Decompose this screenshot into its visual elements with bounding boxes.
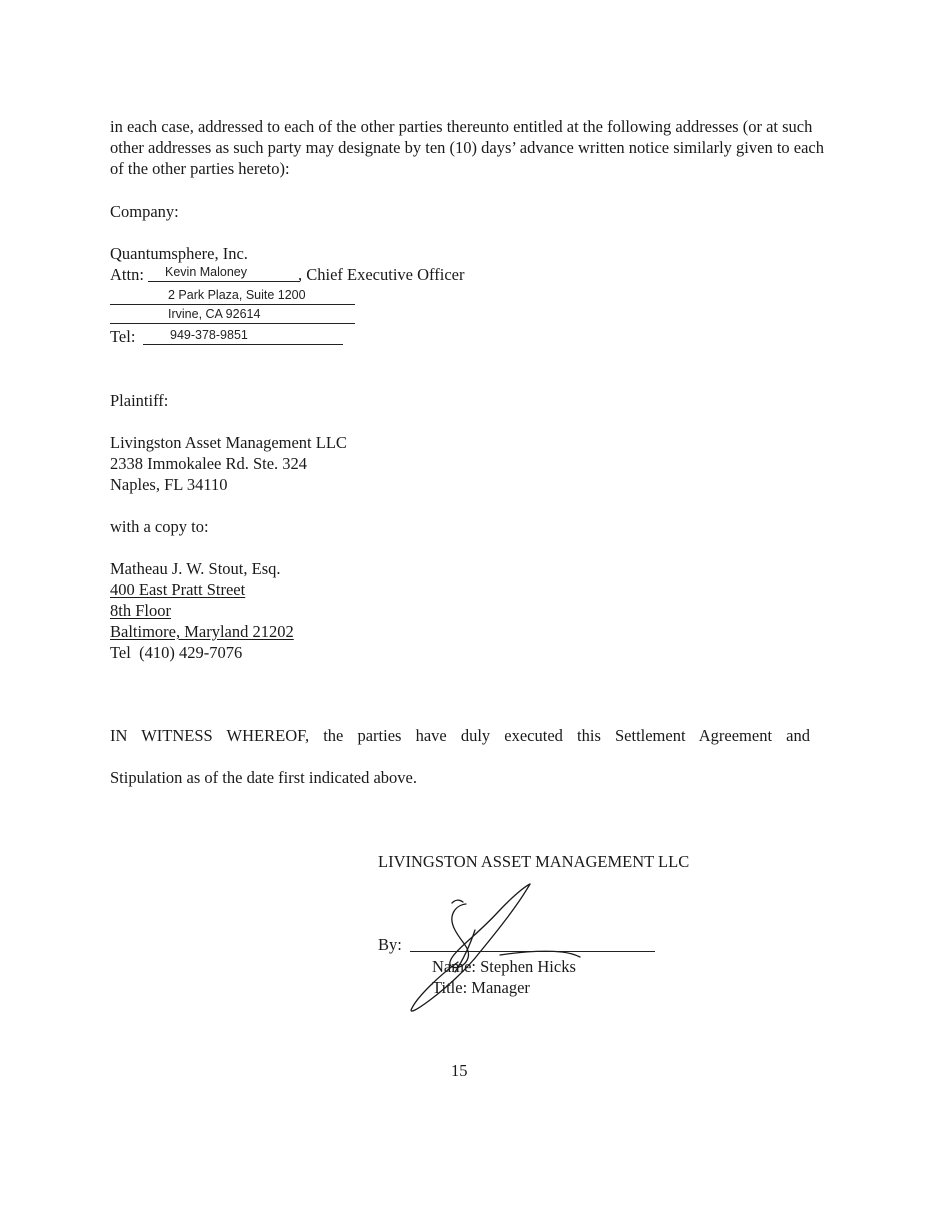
company-name: Quantumsphere, Inc. <box>110 244 248 263</box>
company-tel-value: 949-378-9851 <box>170 328 248 342</box>
signature-entity: LIVINGSTON ASSET MANAGEMENT LLC <box>378 852 690 871</box>
plaintiff-name: Livingston Asset Management LLC <box>110 433 347 452</box>
copy-address-line1: 400 East Pratt Street <box>110 580 246 599</box>
page-number: 15 <box>451 1061 468 1080</box>
by-label: By: <box>378 935 402 954</box>
attn-label: Attn: <box>110 265 144 284</box>
copy-address-line3: Baltimore, Maryland 21202 <box>110 622 294 641</box>
signer-title: Title: Manager <box>432 978 530 997</box>
witness-line1: IN WITNESS WHEREOF, the parties have duly executed this Settlement Agreement and <box>110 726 810 745</box>
plaintiff-address-line1: 2338 Immokalee Rd. Ste. 324 <box>110 454 308 473</box>
signer-name: Name: Stephen Hicks <box>432 957 576 976</box>
notice-paragraph: in each case, addressed to each of the other parties thereunto entitled at the following addresses (or at such other addresses as such party may designate by ten (10) days’ advance written notice similarly given to each of the other parties hereto): <box>110 117 824 178</box>
copy-address-line2: 8th Floor <box>110 601 171 620</box>
company-address-line2: Irvine, CA 92614 <box>168 307 261 321</box>
plaintiff-address-line2: Naples, FL 34110 <box>110 475 228 494</box>
company-address-line1: 2 Park Plaza, Suite 1200 <box>168 288 306 302</box>
tel-label: Tel: <box>110 327 136 346</box>
witness-line2: Stipulation as of the date first indicated above. <box>110 768 417 787</box>
company-heading: Company: <box>110 202 179 221</box>
attn-title: , Chief Executive Officer <box>298 265 465 284</box>
copy-name: Matheau J. W. Stout, Esq. <box>110 559 281 578</box>
copy-heading: with a copy to: <box>110 517 209 536</box>
copy-tel: Tel (410) 429-7076 <box>110 643 243 662</box>
plaintiff-heading: Plaintiff: <box>110 391 169 410</box>
attn-name-value: Kevin Maloney <box>165 265 247 279</box>
